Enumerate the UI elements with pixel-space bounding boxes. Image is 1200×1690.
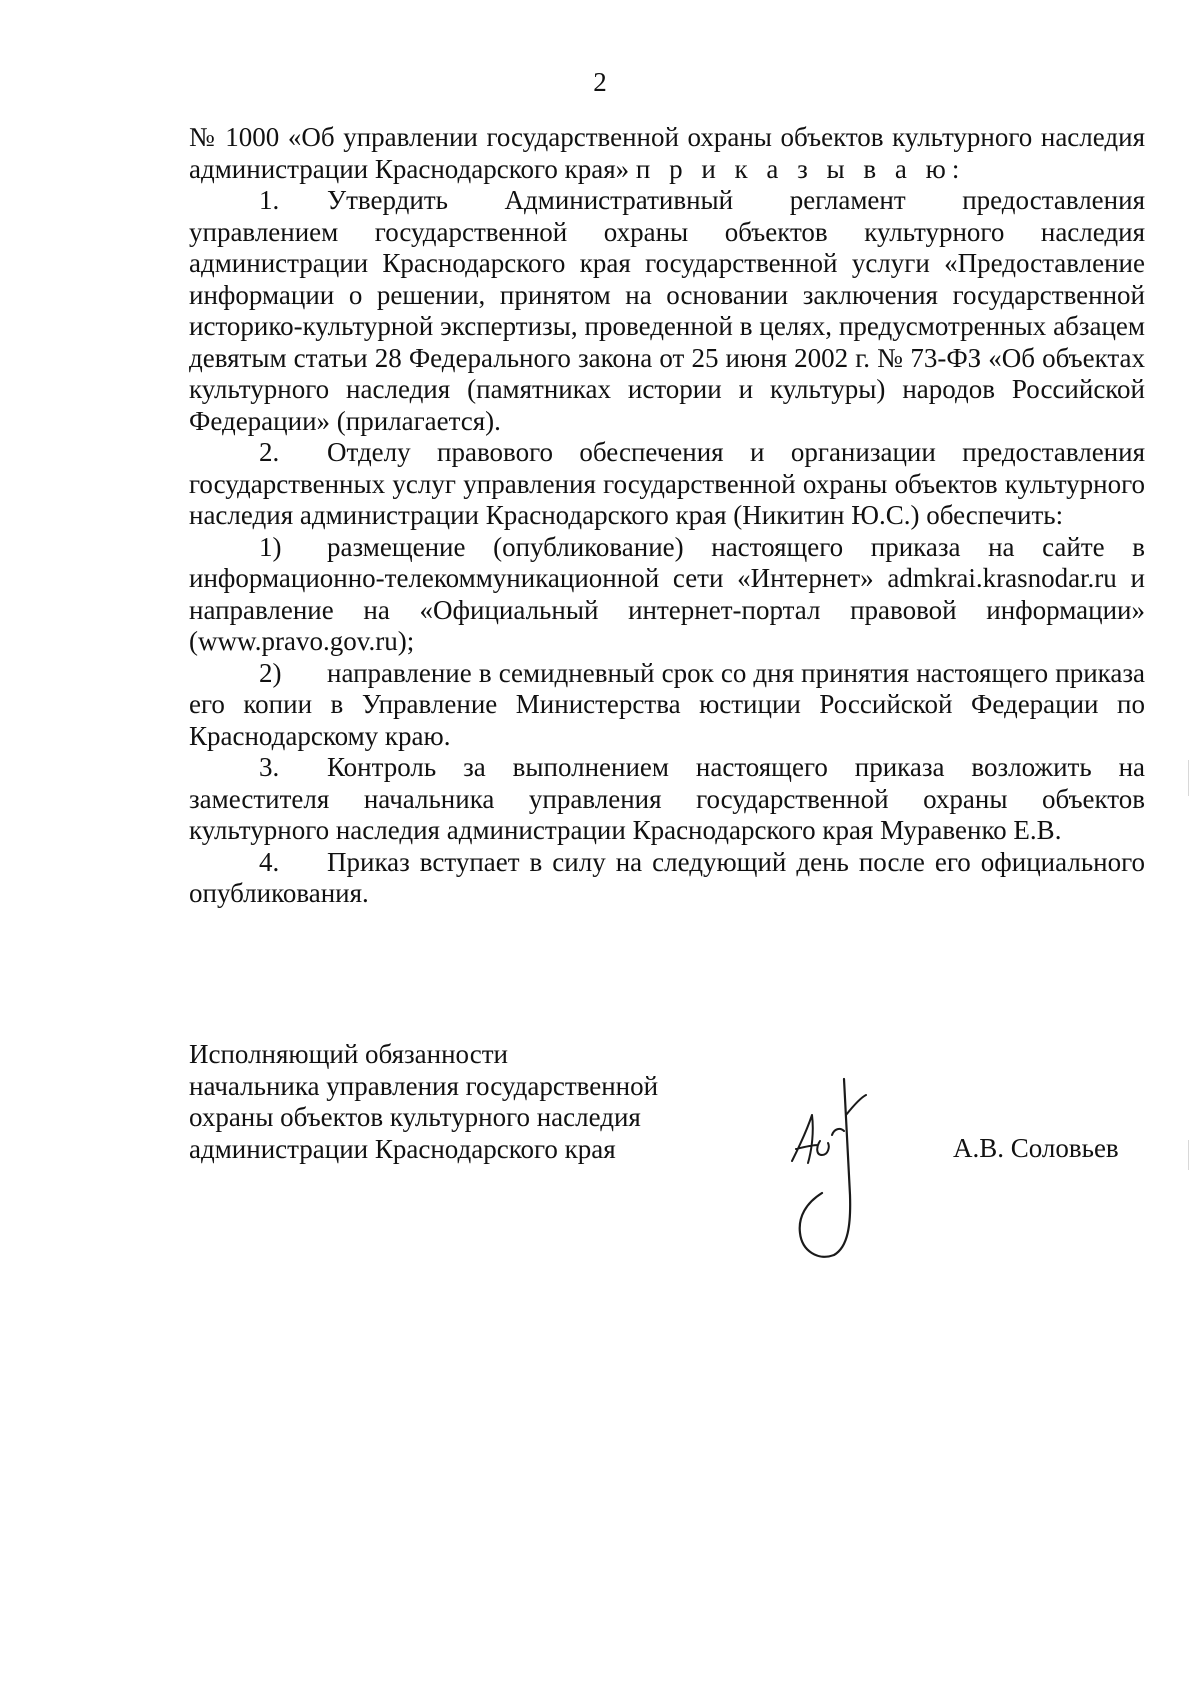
scan-edge-mark (1188, 760, 1189, 796)
order-item-text: Приказ вступает в силу на следующий день после его официального опубликования. (189, 846, 1145, 908)
handwritten-signature (782, 1075, 892, 1260)
signatory-position-line: охраны объектов культурного наследия (189, 1102, 641, 1132)
signatory-name: А.В. Соловьев (953, 1133, 1119, 1163)
signatory-position-line: Исполняющий обязанности (189, 1039, 508, 1069)
order-item-number: 2) (259, 657, 282, 688)
order-item-2 (189, 437, 1145, 532)
order-item-text: Контроль за выполнением настоящего приказа возложить на заместителя начальника управления государственной охраны объектов культурного наследия администрации Краснодарского края Муравенко Е.В. (189, 752, 1145, 845)
intro-paragraph (189, 122, 1145, 185)
order-item-number: 3. (259, 752, 280, 782)
signatory-position (189, 1039, 709, 1165)
scan-edge-mark (1188, 1140, 1189, 1170)
order-item-text: Отделу правового обеспечения и организации предоставления государственных услуг управления государственной охраны объектов культурного наследия администрации Краснодарского края (Никитин Ю.С.) обеспечить: (189, 437, 1145, 530)
order-item-text: направление в семидневный срок со дня принятия настоящего приказа его копии в Управление Министерства юстиции Российской Федерации по Краснодарскому краю. (189, 657, 1145, 751)
order-item-number: 4. (259, 846, 280, 877)
order-item-text: Утвердить Административный регламент предоставления управлением государственной охраны объектов культурного наследия администрации Краснодарского края государственной услуги «Предоставление информации о решении, принятом на основании заключения государственной историко-культурной экспертизы, проведенной в целях, предусмотренных абзацем девятым статьи 28 Федерального закона от 25 июня 2002 г. № 73-ФЗ «Об объектах культурного наследия (памятниках истории и культуры) народов Российской Федерации» (прилагается). (189, 185, 1145, 436)
document-body (189, 122, 1145, 910)
order-item-number: 1) (259, 531, 282, 562)
page-number: 2 (593, 67, 607, 97)
order-item-text: размещение (опубликование) настоящего приказа на сайте в информационно-телекоммуникационной сети «Интернет» admkrai.krasnodar.ru и направление на «Официальный интернет-портал правовой информации» (www.pravo.gov.ru); (189, 531, 1145, 656)
intro-text: № 1000 «Об управлении государственной охраны объектов культурного наследия администрации Краснодарского края» (189, 122, 1145, 184)
order-subitem-1 (189, 532, 1145, 658)
order-item-number: 1. (259, 185, 280, 215)
order-subitem-2 (189, 658, 1145, 753)
order-item-number: 2. (259, 437, 280, 467)
order-item-1 (189, 185, 1145, 437)
signatory-position-line: администрации Краснодарского края (189, 1133, 616, 1164)
order-item-4 (189, 847, 1145, 910)
signatory-position-line: начальника управления государственной (189, 1070, 659, 1101)
order-word: п р и к а з ы в а ю: (635, 153, 966, 184)
order-item-3 (189, 752, 1145, 847)
